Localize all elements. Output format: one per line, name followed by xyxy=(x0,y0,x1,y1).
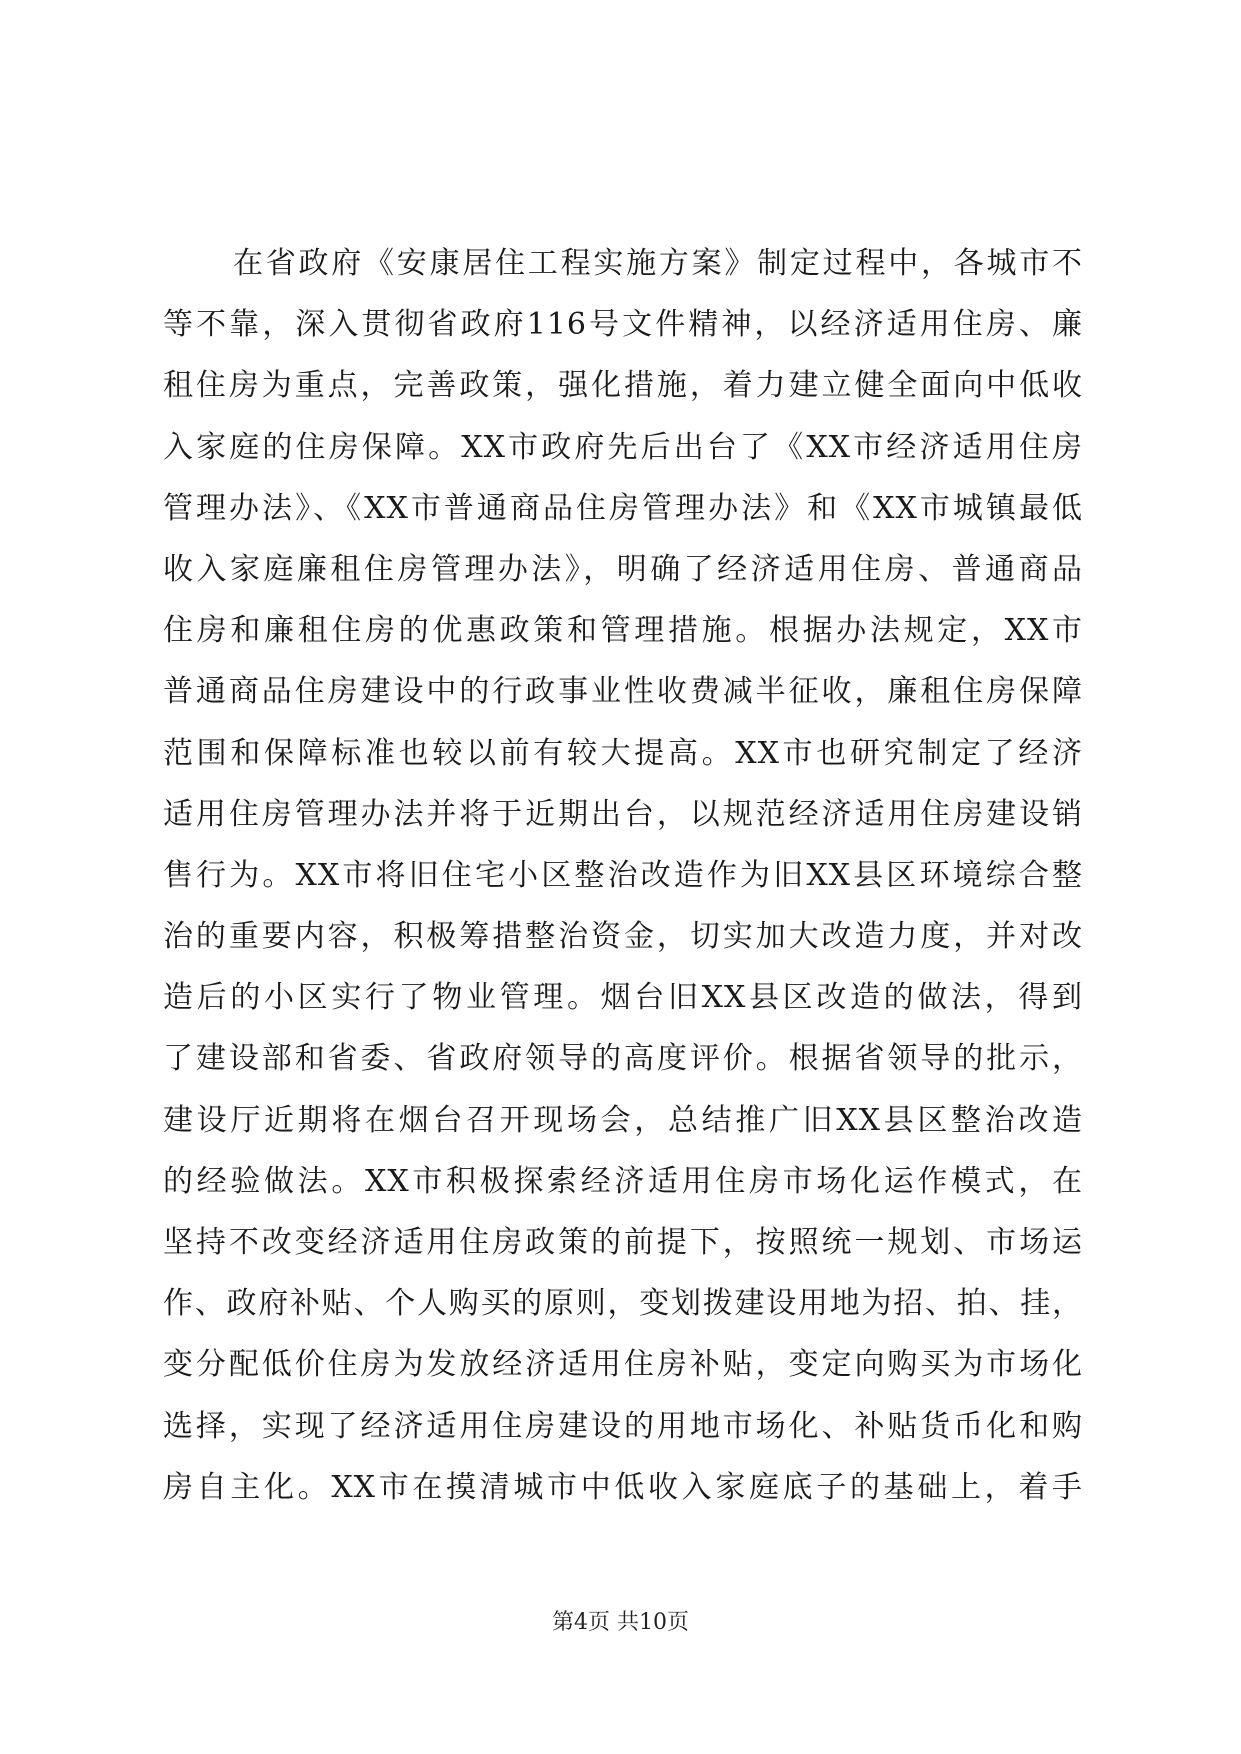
paragraph-line: 选择，实现了经济适用住房建设的用地市场化、补贴货币化和购 xyxy=(163,1408,1083,1444)
paragraph-line: 售行为。XX市将旧住宅小区整治改造作为旧XX县区环境综合整 xyxy=(163,857,1083,893)
paragraph-line: 入家庭的住房保障。XX市政府先后出台了《XX市经济适用住房 xyxy=(163,429,1083,465)
paragraph-line: 收入家庭廉租住房管理办法》，明确了经济适用住房、普通商品 xyxy=(163,551,1083,587)
paragraph-line: 租住房为重点，完善政策，强化措施，着力建立健全面向中低收 xyxy=(163,368,1083,404)
paragraph-line: 普通商品住房建设中的行政事业性收费减半征收，廉租住房保障 xyxy=(163,674,1083,710)
paragraph-line: 变分配低价住房为发放经济适用住房补贴，变定向购买为市场化 xyxy=(163,1347,1083,1383)
paragraph-line: 坚持不改变经济适用住房政策的前提下，按照统一规划、市场运 xyxy=(163,1225,1083,1260)
body-paragraph xyxy=(163,233,1083,1518)
paragraph-line: 造后的小区实行了物业管理。烟台旧XX县区改造的做法，得到 xyxy=(163,980,1083,1016)
paragraph-line: 适用住房管理办法并将于近期出台，以规范经济适用住房建设销 xyxy=(163,796,1083,832)
page-number-footer: 第4页 共10页 xyxy=(552,1610,689,1635)
paragraph-line: 作、政府补贴、个人购买的原则，变划拨建设用地为招、拍、挂， xyxy=(163,1286,1083,1322)
paragraph-line: 等不靠，深入贯彻省政府116号文件精神，以经济适用住房、廉 xyxy=(163,307,1083,343)
paragraph-line: 在省政府《安康居住工程实施方案》制定过程中，各城市不 xyxy=(233,246,1083,281)
paragraph-line: 范围和保障标准也较以前有较大提高。XX市也研究制定了经济 xyxy=(163,735,1083,771)
paragraph-line: 治的重要内容，积极筹措整治资金，切实加大改造力度，并对改 xyxy=(163,919,1083,955)
paragraph-line: 住房和廉租住房的优惠政策和管理措施。根据办法规定，XX市 xyxy=(163,613,1083,649)
paragraph-line: 管理办法》、《XX市普通商品住房管理办法》和《XX市城镇最低 xyxy=(163,490,1083,526)
paragraph-line: 建设厅近期将在烟台召开现场会，总结推广旧XX县区整治改造 xyxy=(163,1102,1083,1138)
paragraph-line: 房自主化。XX市在摸清城市中低收入家庭底子的基础上，着手 xyxy=(163,1469,1083,1505)
paragraph-line: 了建设部和省委、省政府领导的高度评价。根据省领导的批示， xyxy=(163,1041,1083,1077)
paragraph-line: 的经验做法。XX市积极探索经济适用住房市场化运作模式，在 xyxy=(163,1163,1083,1199)
